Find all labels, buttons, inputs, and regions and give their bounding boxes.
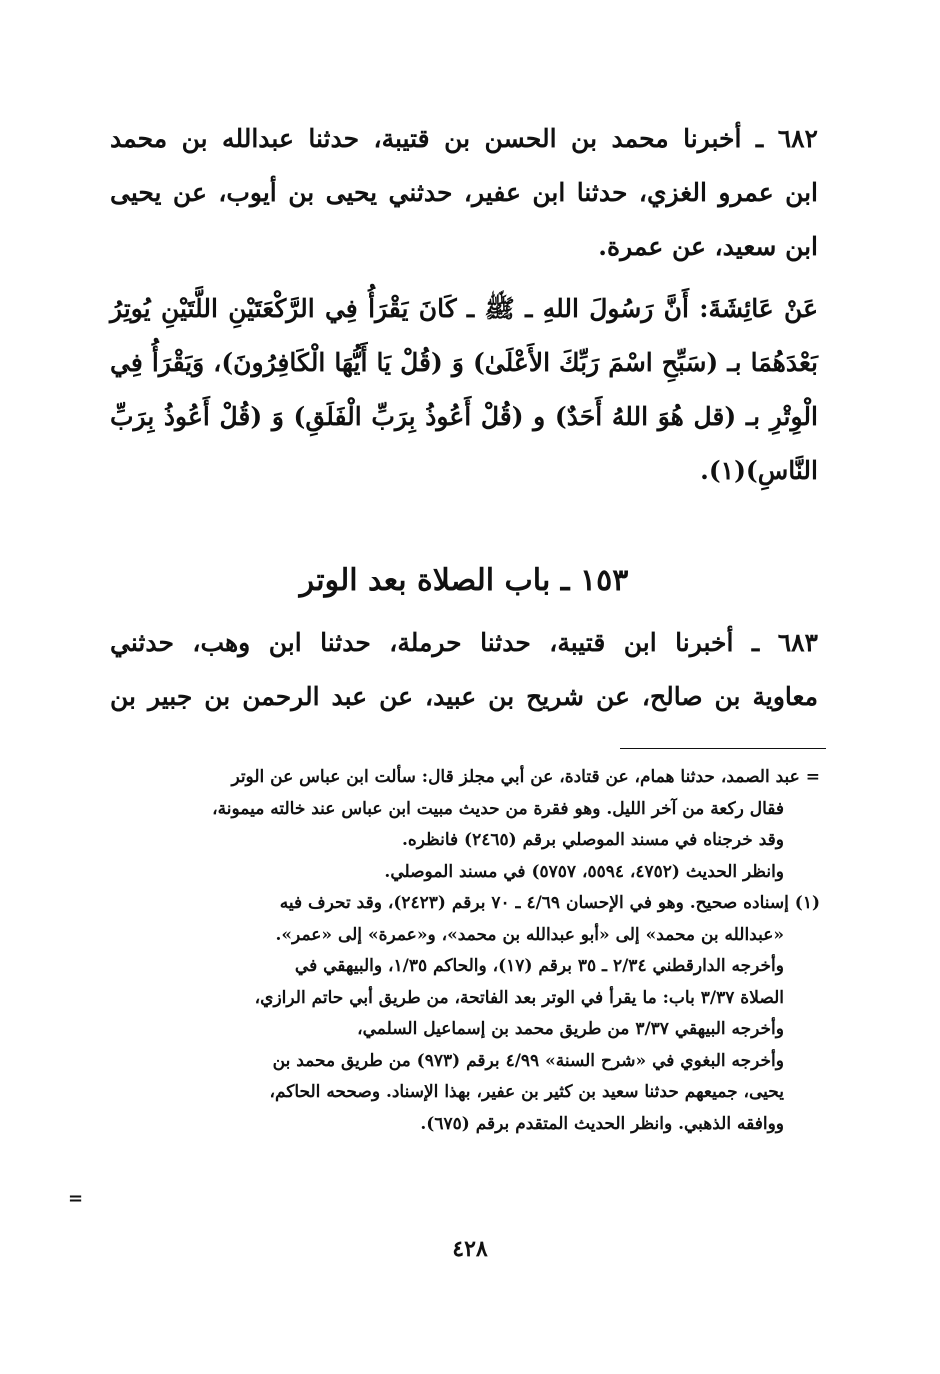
footnote-1: (١) إسناده صحيح. وهو في الإحسان ٤/٦٩ ـ ٧٠ برقم (٢٤٢٣)، وقد تحرف فيه — [279, 893, 820, 913]
text-line: معاوية بن صالح، عن شريح بن عبيد، عن عبد الرحمن بن جبير بن — [110, 682, 818, 711]
footnote-line: الصلاة ٣/٣٧ باب: ما يقرأ في الوتر بعد الفاتحة، من طريق أبي حاتم الرازي، — [254, 987, 784, 1008]
footnote-line: «عبدالله بن محمد» إلى «أبو عبدالله بن محمد»، و«عمرة» إلى «عمر». — [275, 924, 784, 945]
footnote-line: وانظر الحديث (٤٧٥٢، ٥٥٩٤، ٥٧٥٧) في مسند الموصلي. — [384, 861, 784, 882]
chapter-heading: ١٥٣ ـ باب الصلاة بعد الوتر — [299, 563, 629, 598]
page-number: ٤٢٨ — [452, 1236, 488, 1262]
page-body — [110, 112, 818, 724]
footnotes — [106, 762, 820, 1140]
hadith-683-isnad — [110, 616, 818, 724]
footnote-line: ووافقه الذهبي. وانظر الحديث المتقدم برقم (٦٧٥). — [420, 1113, 784, 1134]
footnote-line: وأخرجه البغوي في «شرح السنة» ٤/٩٩ برقم (٩٧٣) من طريق محمد بن — [272, 1050, 784, 1071]
text-line: بَعْدَهُمَا بـ (سَبِّحِ اسْمَ رَبِّكَ الأَعْلَىٰ) وَ (قُلْ يَا أَيُّهَا الْكَافِرُونَ)، وَيَقْرَأُ فِي — [110, 348, 818, 377]
continuation-mark: = — [68, 1188, 84, 1209]
footnote-line: = عبد الصمد، حدثنا همام، عن قتادة، عن أبي مجلز قال: سألت ابن عباس عن الوتر — [231, 767, 820, 787]
footnote-line: وأخرجه الدارقطني ٢/٣٤ ـ ٣٥ برقم (١٧)، والحاكم ١/٣٥، والبيهقي في — [294, 956, 784, 976]
footnote-line: فقال ركعة من آخر الليل. وهو فقرة من حديث مبيت ابن عباس عند خالته ميمونة، — [212, 798, 784, 819]
text-line: عَنْ عَائِشَةَ: أَنَّ رَسُولَ اللهِ ـ ﷺ ـ كَانَ يَقْرَأُ فِي الرَّكْعَتَيْنِ اللَّتَيْنِ يُوتِرُ — [110, 294, 818, 323]
footnote-line: وقد خرجناه في مسند الموصلي برقم (٢٤٦٥) فانظره. — [401, 830, 784, 850]
text-line: النَّاسِ)(١). — [700, 456, 818, 485]
footnote-line: وأخرجه البيهقي ٣/٣٧ من طريق محمد بن إسماعيل السلمي، — [357, 1019, 784, 1039]
text-line: ابن سعيد، عن عمرة. — [598, 232, 818, 261]
text-line: ٦٨٢ ـ أخبرنا محمد بن الحسن بن قتيبة، حدثنا عبدالله بن محمد — [110, 124, 818, 153]
text-line: ابن عمرو الغزي، حدثنا ابن عفير، حدثني يحيى بن أيوب، عن يحيى — [110, 178, 818, 207]
footnote-separator — [620, 748, 826, 749]
footnote-line: يحيى، جميعهم حدثنا سعيد بن كثير بن عفير، بهذا الإسناد. وصححه الحاكم، — [269, 1082, 784, 1102]
hadith-682-isnad — [110, 112, 818, 274]
text-line: الْوِتْرِ بـ (قل هُوَ اللهُ أَحَدٌ) و (قُلْ أَعُوذُ بِرَبِّ الْفَلَقِ) وَ (قُلْ أَعُوذُ بِرَبِّ — [110, 402, 818, 431]
text-line: ٦٨٣ ـ أخبرنا ابن قتيبة، حدثنا حرملة، حدثنا ابن وهب، حدثني — [110, 628, 818, 657]
hadith-682-matn — [110, 282, 818, 498]
